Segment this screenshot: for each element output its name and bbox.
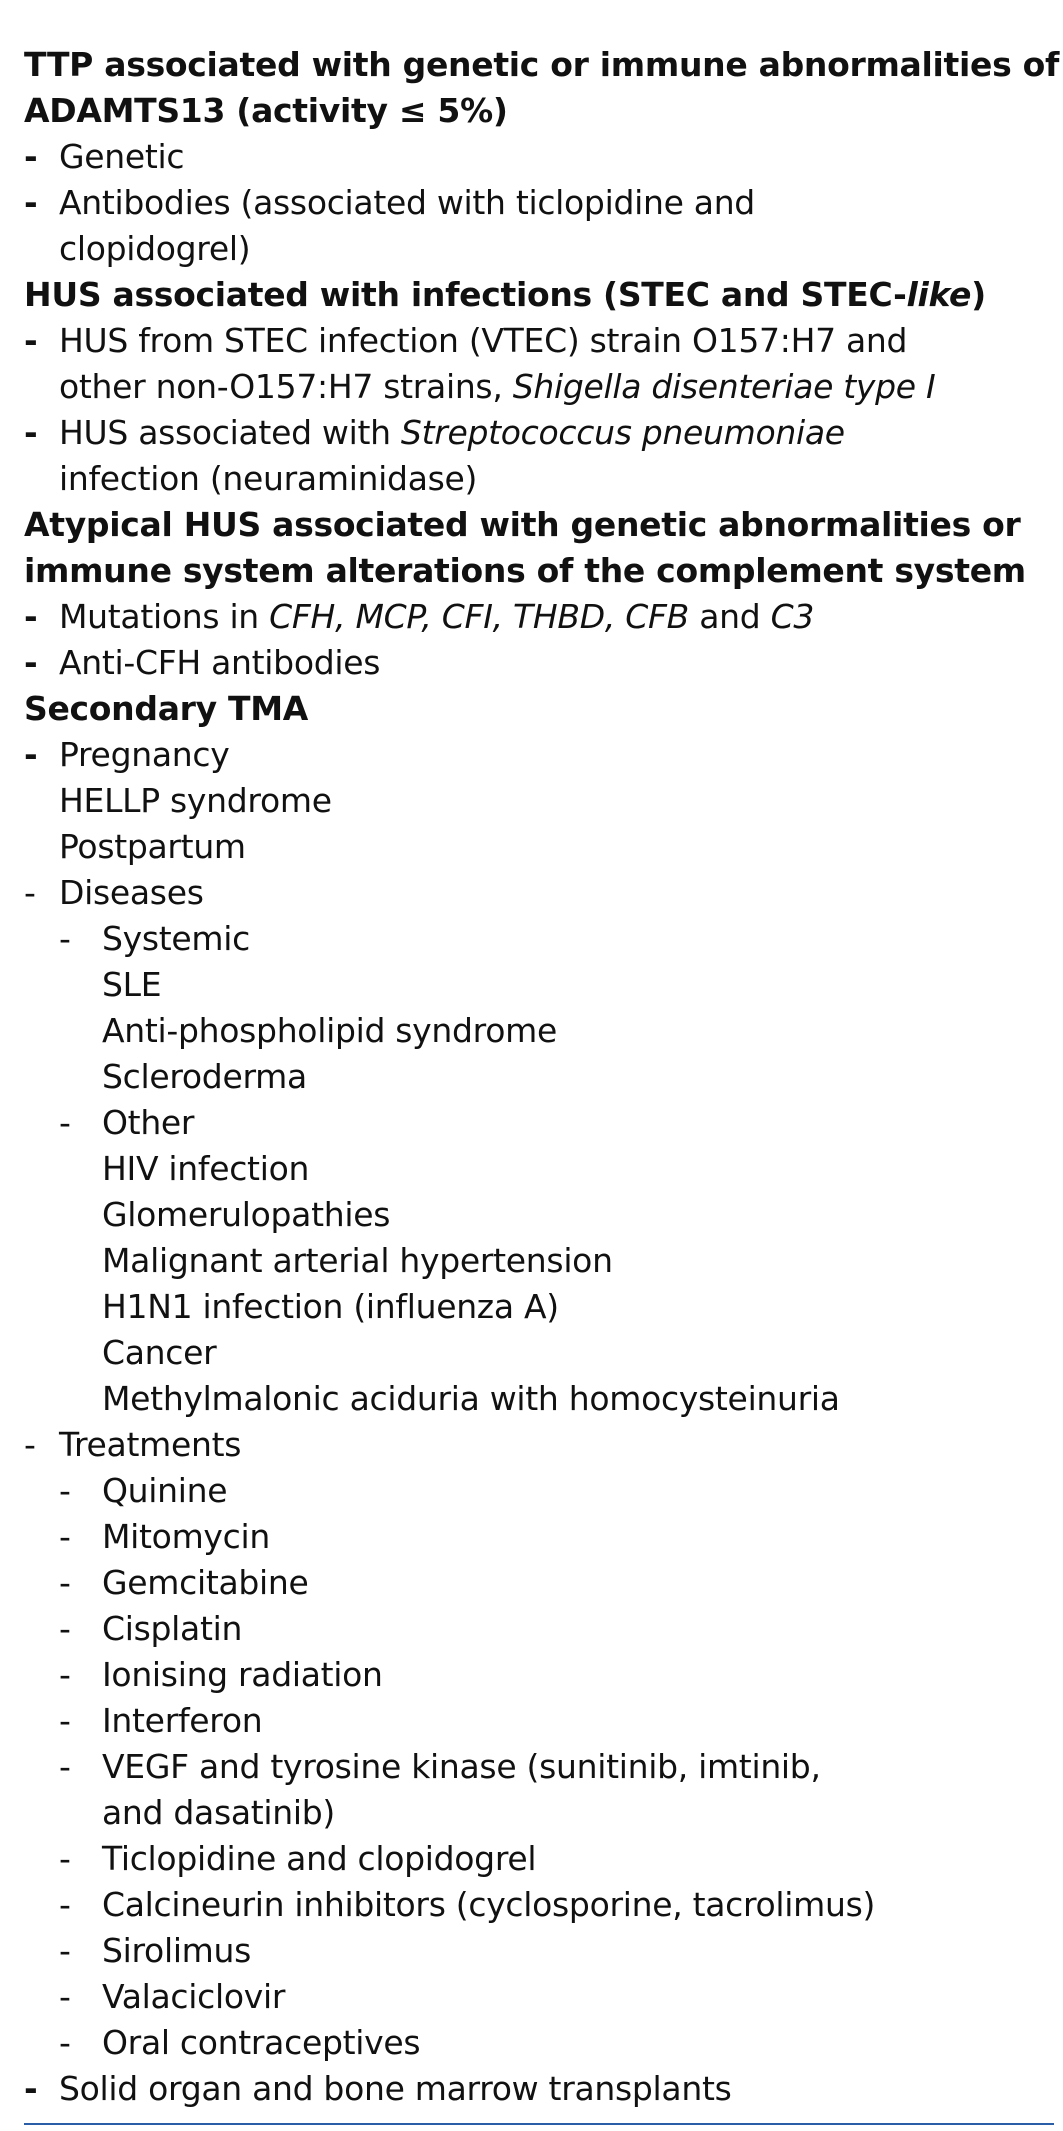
- treatment-item: Calcineurin inhibitors (cyclosporine, tacrolimus): [102, 1885, 876, 1924]
- list-item: [24, 134, 1054, 180]
- treatment-item-cont: and dasatinib): [102, 1793, 335, 1832]
- hus-heading: [24, 272, 1054, 318]
- item-strep-cont: infection (neuraminidase): [59, 459, 478, 498]
- item-h1n1: H1N1 infection (influenza A): [102, 1287, 559, 1326]
- bullet-dash: -: [59, 1747, 71, 1786]
- classification-document: [24, 42, 1060, 2112]
- treatment-item: Ticlopidine and clopidogrel: [102, 1839, 537, 1878]
- item-antibodies-cont: clopidogrel): [59, 229, 251, 268]
- item-shigella: Shigella disenteriae type I: [512, 367, 936, 406]
- item-scleroderma: Scleroderma: [102, 1057, 307, 1096]
- treatment-item: Sirolimus: [102, 1931, 252, 1970]
- list-subitem: [24, 1974, 1054, 2020]
- item-postpartum: Postpartum: [59, 827, 246, 866]
- item-stec: HUS from STEC infection (VTEC) strain O157:H7 and: [59, 321, 908, 360]
- item-stec-cont: other non-O157:H7 strains,: [59, 367, 513, 406]
- bullet-dash: -: [59, 1839, 71, 1878]
- bullet-dash: -: [59, 1701, 71, 1740]
- atypical-heading-line-2: immune system alterations of the complement system: [24, 551, 1026, 590]
- list-item: [24, 2066, 1054, 2112]
- list-subitem: [24, 1238, 1054, 1284]
- list-subitem: [24, 1882, 1054, 1928]
- list-subitem: [24, 1606, 1054, 1652]
- bullet-dash: -: [59, 1563, 71, 1602]
- item-malignant-hypertension: Malignant arterial hypertension: [102, 1241, 613, 1280]
- item-treatments: Treatments: [59, 1425, 242, 1464]
- list-subitem: [24, 1652, 1054, 1698]
- treatment-item: Interferon: [102, 1701, 263, 1740]
- item-diseases: Diseases: [59, 873, 204, 912]
- bullet-dash: -: [59, 1655, 71, 1694]
- list-subitem-continuation: [24, 1790, 1054, 1836]
- list-subitem: [24, 1928, 1054, 1974]
- secondary-heading: Secondary TMA: [24, 689, 309, 728]
- list-subitem: [24, 1146, 1054, 1192]
- bullet-dash: -: [24, 183, 38, 222]
- list-item-continuation: [24, 456, 1054, 502]
- list-subitem: [24, 1376, 1054, 1422]
- list-item: [24, 594, 1054, 640]
- treatment-item: Ionising radiation: [102, 1655, 383, 1694]
- list-item: [24, 410, 1054, 456]
- list-item-continuation: [24, 364, 1054, 410]
- treatment-item: Quinine: [102, 1471, 228, 1510]
- list-subitem: [24, 1468, 1054, 1514]
- list-subitem: [24, 1100, 1054, 1146]
- list-subitem: [24, 1514, 1054, 1560]
- list-subitem: [24, 916, 1054, 962]
- bullet-dash: -: [24, 735, 38, 774]
- treatment-item: Mitomycin: [102, 1517, 270, 1556]
- item-mutations-genes: CFH, MCP, CFI, THBD, CFB: [269, 597, 689, 636]
- list-item-continuation: [24, 226, 1054, 272]
- list-subitem: [24, 962, 1054, 1008]
- list-subitem: [24, 1836, 1054, 1882]
- item-anti-cfh: Anti-CFH antibodies: [59, 643, 381, 682]
- bullet-dash: -: [59, 1931, 71, 1970]
- list-item: [24, 640, 1054, 686]
- bullet-dash: -: [59, 1103, 71, 1142]
- list-subitem: [24, 1284, 1054, 1330]
- list-subitem: [24, 1192, 1054, 1238]
- list-item: [24, 1422, 1054, 1468]
- bullet-dash: -: [59, 1885, 71, 1924]
- ttp-heading-line-1: TTP associated with genetic or immune abnormalities of: [24, 45, 1060, 84]
- item-strep-italic: Streptococcus pneumoniae: [400, 413, 845, 452]
- item-pregnancy: Pregnancy: [59, 735, 230, 774]
- bullet-dash: -: [24, 1425, 36, 1464]
- item-mutations-and: and: [689, 597, 771, 636]
- list-item: [24, 318, 1054, 364]
- list-subitem: [24, 1560, 1054, 1606]
- item-glomerulopathies: Glomerulopathies: [102, 1195, 391, 1234]
- bullet-dash: -: [59, 1517, 71, 1556]
- item-transplants: Solid organ and bone marrow transplants: [59, 2069, 732, 2108]
- item-mutations-c3: C3: [770, 597, 815, 636]
- list-item: [24, 870, 1054, 916]
- treatment-item: VEGF and tyrosine kinase (sunitinib, imtinib,: [102, 1747, 821, 1786]
- list-subitem: [24, 778, 1054, 824]
- list-subitem: [24, 1330, 1054, 1376]
- hus-heading-text: HUS associated with infections (STEC and STEC-: [24, 275, 907, 314]
- bullet-dash: -: [24, 413, 38, 452]
- item-hiv: HIV infection: [102, 1149, 310, 1188]
- bullet-dash: -: [24, 873, 36, 912]
- treatment-item: Gemcitabine: [102, 1563, 309, 1602]
- item-antibodies: Antibodies (associated with ticlopidine and: [59, 183, 755, 222]
- item-systemic: Systemic: [102, 919, 250, 958]
- list-subitem: [24, 2020, 1054, 2066]
- list-subitem: [24, 824, 1054, 870]
- treatment-item: Oral contraceptives: [102, 2023, 421, 2062]
- bottom-rule: [24, 2123, 1054, 2125]
- list-subitem: [24, 1054, 1054, 1100]
- treatment-item: Cisplatin: [102, 1609, 243, 1648]
- item-methylmalonic: Methylmalonic aciduria with homocysteinuria: [102, 1379, 840, 1418]
- hus-heading-close: ): [971, 275, 986, 314]
- item-other: Other: [102, 1103, 195, 1142]
- bullet-dash: -: [59, 1609, 71, 1648]
- atypical-heading-line-1: Atypical HUS associated with genetic abnormalities or: [24, 505, 1021, 544]
- bullet-dash: -: [59, 1977, 71, 2016]
- bullet-dash: -: [24, 597, 38, 636]
- item-strep: HUS associated with: [59, 413, 401, 452]
- bullet-dash: -: [59, 1471, 71, 1510]
- bullet-dash: -: [24, 2069, 38, 2108]
- item-antiphospholipid: Anti-phospholipid syndrome: [102, 1011, 557, 1050]
- item-genetic: Genetic: [59, 137, 185, 176]
- treatment-item: Valaciclovir: [102, 1977, 286, 2016]
- bullet-dash: -: [59, 919, 71, 958]
- item-sle: SLE: [102, 965, 162, 1004]
- item-mutations: Mutations in: [59, 597, 270, 636]
- bullet-dash: -: [59, 2023, 71, 2062]
- list-subitem: [24, 1744, 1054, 1790]
- list-item: [24, 732, 1054, 778]
- list-subitem: [24, 1008, 1054, 1054]
- bullet-dash: -: [24, 137, 38, 176]
- bullet-dash: -: [24, 643, 38, 682]
- ttp-heading-line-2: ADAMTS13 (activity ≤ 5%): [24, 91, 508, 130]
- list-subitem: [24, 1698, 1054, 1744]
- hus-heading-italic: like: [906, 275, 972, 314]
- item-cancer: Cancer: [102, 1333, 217, 1372]
- bullet-dash: -: [24, 321, 38, 360]
- list-item: [24, 180, 1054, 226]
- item-hellp: HELLP syndrome: [59, 781, 332, 820]
